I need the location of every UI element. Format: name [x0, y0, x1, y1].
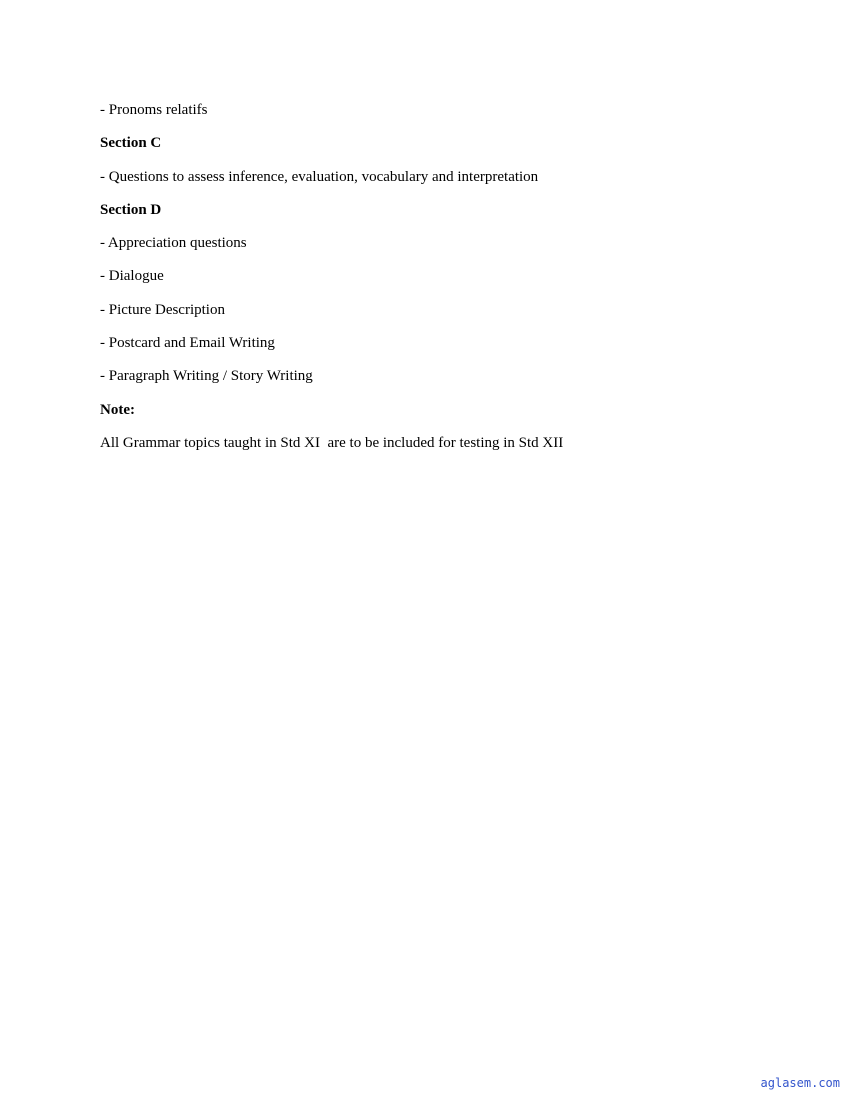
list-item-appreciation-questions: - Appreciation questions	[100, 235, 247, 252]
section-c-heading: Section C	[100, 135, 162, 152]
list-item-postcard-email: - Postcard and Email Writing	[100, 335, 275, 352]
note-heading: Note:	[100, 401, 135, 418]
document-body	[100, 100, 750, 466]
list-item-dialogue: - Dialogue	[100, 268, 164, 285]
note-text: All Grammar topics taught in Std XI are to be included for testing in Std XII	[100, 434, 564, 451]
list-item-questions-assess: - Questions to assess inference, evaluation, vocabulary and interpretation	[100, 168, 539, 185]
list-item-pronoms-relatifs: - Pronoms relatifs	[100, 102, 208, 118]
footer-watermark-link[interactable]: aglasem.com	[760, 1076, 840, 1090]
section-d-heading: Section D	[100, 201, 162, 218]
list-item-paragraph-story: - Paragraph Writing / Story Writing	[100, 368, 313, 385]
list-item-picture-description: - Picture Description	[100, 301, 225, 318]
